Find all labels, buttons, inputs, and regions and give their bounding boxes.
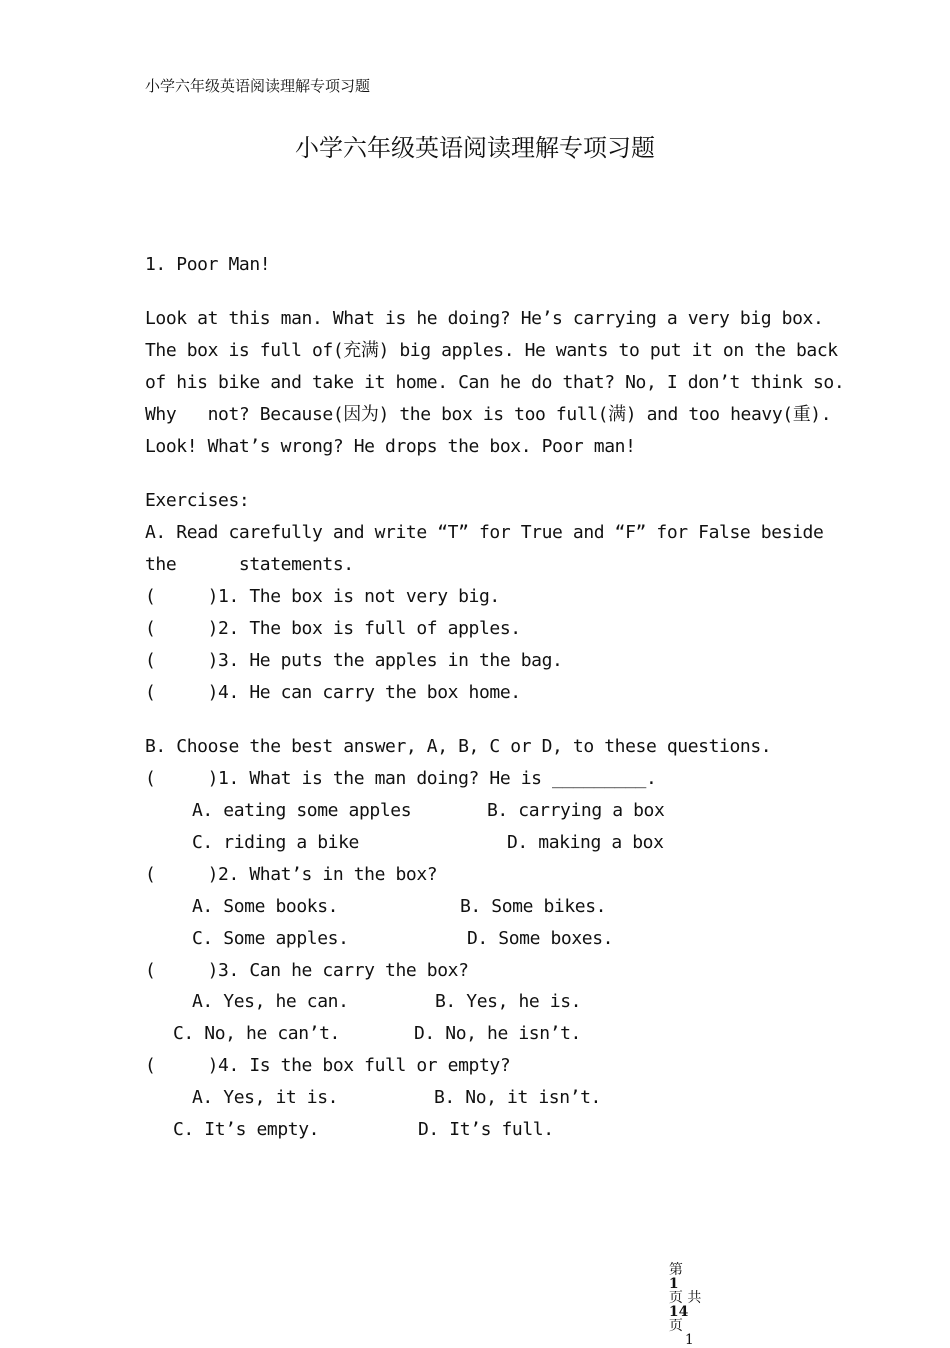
page-footer xyxy=(660,1249,701,1347)
question-3-option-d: D. No, he isn’t. xyxy=(414,1023,581,1044)
footer-prefix: 第 xyxy=(668,1262,683,1278)
part-a-item: ( )1. The box is not very big. xyxy=(145,586,500,607)
part-a-item: ( )4. He can carry the box home. xyxy=(145,682,521,703)
part-b-instruction: B. Choose the best answer, A, B, C or D, to these questions. xyxy=(145,736,772,757)
question-4-option-a: A. Yes, it is. xyxy=(192,1087,339,1108)
footer-total-pages: 14 xyxy=(668,1304,689,1320)
page-title: 小学六年级英语阅读理解专项习题 xyxy=(295,134,655,162)
part-a-item: ( )2. The box is full of apples. xyxy=(145,618,521,639)
question-2-stem: ( )2. What’s in the box? xyxy=(145,864,438,885)
question-3-option-a: A. Yes, he can. xyxy=(192,991,349,1012)
question-1-stem: ( )1. What is the man doing? He is _________. xyxy=(145,768,657,789)
part-a-item: ( )3. He puts the apples in the bag. xyxy=(145,650,563,671)
question-2-option-a: A. Some books. xyxy=(192,896,339,917)
footer-page-number: 1 xyxy=(668,1276,679,1292)
part-a-instruction: A. Read carefully and write “T” for True and “F” for False beside xyxy=(145,522,824,543)
question-1-option-b: B. carrying a box xyxy=(487,800,665,821)
story-heading: 1. Poor Man! xyxy=(145,254,271,275)
question-4-option-b: B. No, it isn’t. xyxy=(434,1087,601,1108)
footer-suffix: 页 xyxy=(668,1318,683,1334)
footer-mid: 页 共 xyxy=(668,1290,702,1306)
story-line: Look at this man. What is he doing? He’s carrying a very big box. xyxy=(145,308,824,329)
question-1-option-c: C. riding a bike xyxy=(192,832,359,853)
question-2-option-c: C. Some apples. xyxy=(192,928,349,949)
question-1-option-a: A. eating some apples xyxy=(192,800,412,821)
story-line: Look! What’s wrong? He drops the box. Poor man! xyxy=(145,436,636,457)
part-a-instruction-cont: the statements. xyxy=(145,554,354,575)
question-3-stem: ( )3. Can he carry the box? xyxy=(145,960,469,981)
question-4-option-c: C. It’s empty. xyxy=(173,1119,320,1140)
exercises-label: Exercises: xyxy=(145,490,250,511)
question-1-option-d: D. making a box xyxy=(507,832,664,853)
story-line: The box is full of(充满) big apples. He wants to put it on the back xyxy=(145,340,838,361)
story-line: of his bike and take it home. Can he do that? No, I don’t think so. xyxy=(145,372,845,393)
story-line: Why not? Because(因为) the box is too full(满) and too heavy(重). xyxy=(145,404,832,425)
question-2-option-d: D. Some boxes. xyxy=(467,928,614,949)
question-4-stem: ( )4. Is the box full or empty? xyxy=(145,1055,511,1076)
question-3-option-c: C. No, he can’t. xyxy=(173,1023,340,1044)
question-2-option-b: B. Some bikes. xyxy=(460,896,607,917)
running-header: 小学六年级英语阅读理解专项习题 xyxy=(145,77,371,95)
footer-number: 1 xyxy=(684,1332,694,1348)
question-4-option-d: D. It’s full. xyxy=(418,1119,554,1140)
question-3-option-b: B. Yes, he is. xyxy=(435,991,582,1012)
